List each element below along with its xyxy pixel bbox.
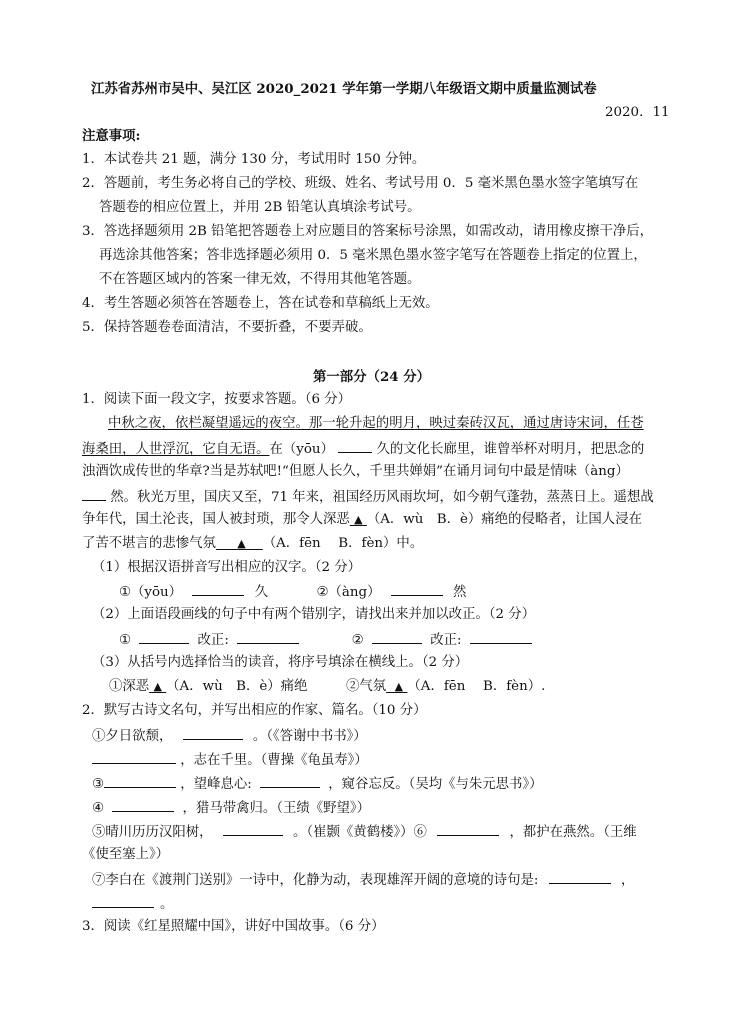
exam-title: 江苏省苏州市吴中、吴江区 2020_2021 学年第一学期八年级语文期中质量监测试卷 [91, 81, 597, 97]
q2-line: ⑦李白在《渡荆门送别》一诗中，化静为动，表现雄浑开阔的意境的诗句是: ， [92, 869, 634, 891]
q2-line: ，志在千里。（曹操《龟虽寿》） [92, 749, 368, 771]
exam-date: 2020．11 [605, 105, 670, 120]
notes-heading: 注意事项: [82, 128, 141, 144]
answer-blank[interactable] [92, 893, 154, 908]
triangle-answer-mark[interactable]: ▲ [394, 680, 404, 693]
answer-blank[interactable] [437, 821, 499, 836]
note-item: 3．答选择题须用 2B 铅笔把答题卷上对应题目的答案标号涂黑，如需改动，请用橡皮擦干净后， [82, 224, 654, 239]
q1-sub3: （3）从括号内选择恰当的读音，将序号填涂在横线上。（2 分） [92, 655, 469, 670]
note-item: 答题卷的相应位置上，并用 2B 铅笔认真填涂考试号。 [99, 200, 421, 215]
answer-blank[interactable] [391, 581, 443, 596]
q1-sub2-answers: ① 改正: ② 改正: [119, 629, 536, 651]
note-item: 1．本试卷共 21 题，满分 130 分，考试用时 150 分钟。 [82, 152, 426, 167]
q1-passage-line: 浊酒饮成传世的华章?当是苏轼吧!“但愿人长久，千里共婵娟”在诵月词句中最是情味（àng） [82, 464, 629, 479]
triangle-answer-mark[interactable]: ▲ [354, 513, 363, 526]
q2-stem: 2．默写古诗文名句，并写出相应的作家、篇名。（10 分） [82, 703, 427, 718]
q1-sub1-answers: ①（yōu） 久 ②（àng） 然 [119, 581, 466, 603]
q2-line: ④ ，猎马带禽归。（王绩《野望》） [92, 797, 370, 819]
q2-line: ③ ，望峰息心: ，窥谷忘反。（吴均《与朱元思书》） [92, 773, 543, 795]
q1-sub3-answers: ①深恶 ▲ （A．wù B．è）痛绝 ②气氛 ▲ （A．fēn B．fèn）. [109, 679, 546, 694]
answer-blank[interactable] [92, 749, 176, 764]
answer-blank[interactable] [192, 581, 244, 596]
note-item: 2．答题前，考生务必将自己的学校、班级、姓名、考试号用 0．5 毫米黑色墨水签字笔填写在 [82, 176, 639, 191]
q2-line: 。 [92, 893, 173, 915]
answer-blank[interactable] [338, 438, 372, 453]
answer-blank[interactable] [183, 725, 243, 740]
q2-line: 《使至塞上》） [82, 847, 170, 862]
answer-blank[interactable] [104, 773, 176, 788]
q1-sub1: （1）根据汉语拼音写出相应的汉字。（2 分） [92, 560, 362, 575]
part1-heading: 第一部分（24 分） [313, 369, 431, 385]
triangle-answer-mark[interactable]: ▲ [237, 537, 246, 550]
note-item: 5．保持答题卷卷面清洁，不要折叠，不要弄破。 [82, 320, 372, 335]
answer-blank[interactable] [139, 629, 189, 644]
q1-underlined-tail: 海桑田，人世浮沉，它自无语。 [82, 442, 270, 457]
q3-stem: 3．阅读《红星照耀中国》，讲好中国故事。（6 分） [82, 919, 385, 934]
q1-passage-line: 海桑田，人世浮沉，它自无语。在（yōu） 久的文化长廊里，谁曾举杯对明月，把思念的 [82, 438, 644, 460]
note-item: 再选涂其他答案；答非选择题必须用 0．5 毫米黑色墨水签字笔写在答题卷上指定的位置上， [99, 248, 647, 263]
answer-blank[interactable] [260, 773, 320, 788]
q1-passage-line: 了苦不堪言的悲惨气氛 ▲ （A．fēn B．fèn）中。 [82, 536, 424, 551]
answer-blank[interactable] [112, 797, 174, 812]
triangle-answer-mark[interactable]: ▲ [153, 680, 162, 693]
q1-passage-line: 争年代，国土沦丧，国人被封琐，那令人深恶 ▲ （A．wù B．è）痛绝的侵略者，让国人浸在 [82, 512, 642, 527]
answer-blank[interactable] [372, 629, 422, 644]
q1-passage-line: 然。秋光万里，国庆又至，71 年来，祖国经历风雨坎坷，如今朝气蓬勃，蒸蒸日上。遥想战 [82, 486, 654, 508]
answer-blank[interactable] [549, 869, 611, 884]
answer-blank[interactable] [470, 629, 532, 644]
q1-sub2: （2）上面语段画线的句子中有两个错别字，请找出来并加以改正。（2 分） [92, 607, 536, 622]
q1-stem: 1．阅读下面一段文字，按要求答题。（6 分） [82, 392, 352, 407]
q2-line: ①夕日欲颓， 。（《答谢中书书》） [92, 725, 367, 747]
q2-line: ⑤晴川历历汉阳树， 。（崔颢《黄鹤楼》）⑥ ，都护在燕然。（王维 [92, 821, 637, 843]
answer-blank[interactable] [82, 486, 106, 501]
answer-blank[interactable] [237, 629, 299, 644]
answer-blank[interactable] [223, 821, 283, 836]
note-item: 4．考生答题必须答在答题卷上，答在试卷和草稿纸上无效。 [82, 296, 439, 311]
q1-passage-line: 中秋之夜，依栏凝望遥远的夜空。那一轮升起的明月，映过秦砖汉瓦，通过唐诗宋词，任苍 [108, 416, 644, 431]
note-item: 不在答题区域内的答案一律无效，不得用其他笔答题。 [99, 272, 421, 287]
